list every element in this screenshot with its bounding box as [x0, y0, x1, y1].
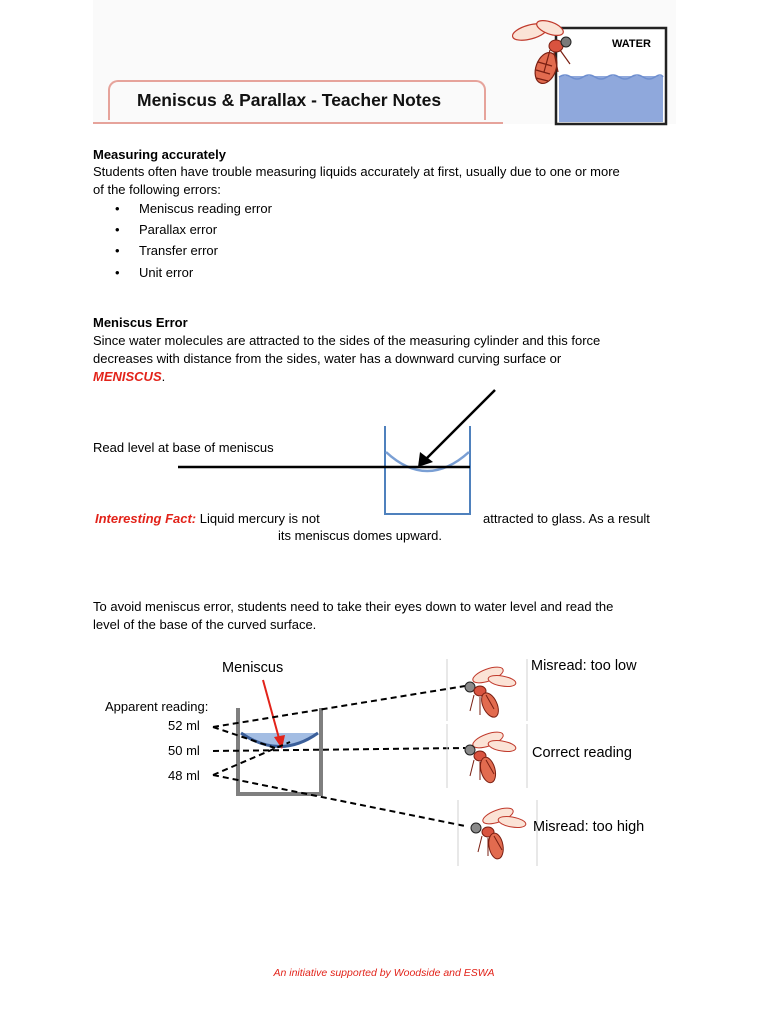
reading-52: 52 ml — [168, 718, 200, 733]
avoid-line-2: level of the base of the curved surface. — [93, 617, 317, 632]
read-level-label: Read level at base of meniscus — [93, 440, 274, 455]
avoid-line-1: To avoid meniscus error, students need to take their eyes down to water level and read the — [93, 599, 614, 614]
sight-line-high — [213, 775, 465, 826]
reading-50: 50 ml — [168, 743, 200, 758]
bullet-icon: • — [115, 201, 120, 216]
outcome-too-high: Misread: too high — [533, 819, 645, 835]
fact-label: Interesting Fact: — [95, 511, 197, 526]
sight-line-high-inner — [213, 742, 290, 775]
wasp-observer-icon — [465, 729, 517, 784]
section-heading-meniscus: Meniscus Error — [93, 315, 188, 330]
sight-line-correct — [213, 748, 465, 751]
bullet-icon: • — [115, 243, 120, 258]
meniscus-callout: Meniscus — [222, 660, 284, 676]
keyword-period: . — [161, 369, 166, 384]
fact-line-2: its meniscus domes upward. — [278, 528, 443, 543]
sight-lines — [213, 686, 465, 826]
outcome-too-low: Misread: too low — [531, 658, 637, 674]
wasp-observer-icon — [471, 805, 527, 860]
footer-credit: An initiative supported by Woodside and ESWA — [273, 967, 495, 979]
intro-line-2: of the following errors: — [93, 182, 221, 197]
meniscus-pointer — [263, 680, 280, 742]
list-item: Unit error — [139, 265, 194, 280]
list-item: Transfer error — [139, 243, 218, 258]
meniscus-line-1: Since water molecules are attracted to the sides of the measuring cylinder and this force — [93, 333, 601, 348]
page-title: Meniscus & Parallax - Teacher Notes — [137, 90, 442, 110]
bullet-icon: • — [115, 222, 120, 237]
cylinder — [238, 708, 321, 794]
meniscus-keyword: MENISCUS — [93, 369, 162, 384]
outcome-correct: Correct reading — [532, 745, 632, 761]
bullet-icon: • — [115, 265, 120, 280]
water-label: WATER — [612, 38, 651, 50]
list-item: Parallax error — [139, 222, 218, 237]
wasp-observer-icon — [465, 664, 517, 720]
section-heading-measuring: Measuring accurately — [93, 147, 226, 162]
apparent-reading-label: Apparent reading: — [105, 699, 209, 714]
meniscus-line-2: decreases with distance from the sides, water has a downward curving surface or — [93, 351, 562, 366]
sight-line-low — [213, 686, 465, 727]
intro-line-1: Students often have trouble measuring liquids accurately at first, usually due to one or more — [93, 164, 620, 179]
list-item: Meniscus reading error — [139, 201, 272, 216]
reading-48: 48 ml — [168, 768, 200, 783]
fact-part-1: Liquid mercury is not — [199, 511, 320, 526]
fact-part-2: attracted to glass. As a result — [483, 511, 650, 526]
